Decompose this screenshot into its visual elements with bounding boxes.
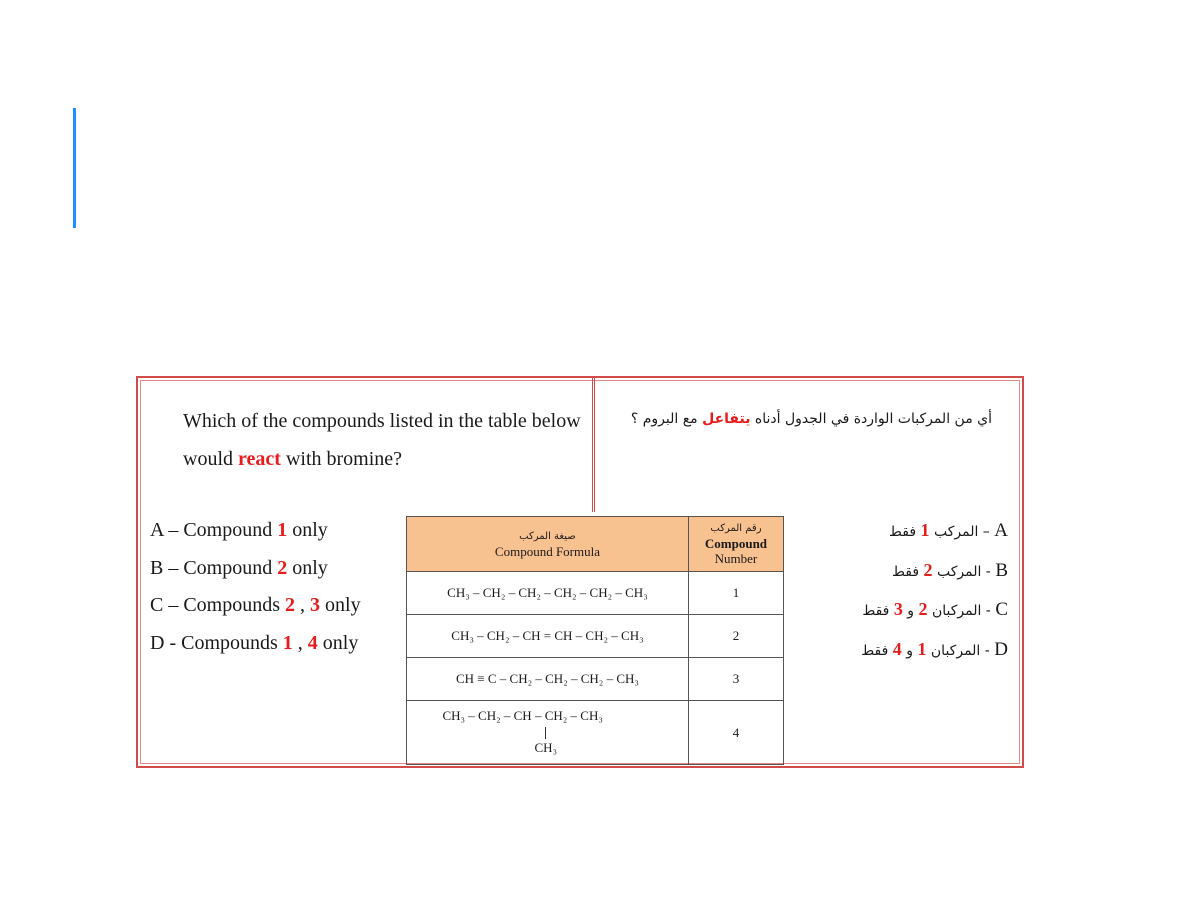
branch-bond: [545, 727, 546, 739]
question-highlight-ar: يتفاعل: [702, 411, 751, 427]
table-row: [407, 572, 784, 615]
table-row: [407, 701, 784, 765]
formula-cell: CH ≡ C – CH₂ – CH₂ – CH₂ – CH₃: [407, 658, 689, 701]
column-divider: [592, 376, 595, 512]
choice-a-ar[interactable]: A – المركب 1 فقط: [889, 520, 1008, 541]
compounds-table: [406, 516, 784, 765]
number-cell: 3: [688, 658, 783, 701]
number-cell: 2: [688, 615, 783, 658]
choice-d-ar[interactable]: D - المركبان 1 و 4 فقط: [861, 638, 1008, 660]
choices-english: [150, 512, 400, 662]
number-header: رقم المركب Compound Number: [688, 517, 783, 572]
table-header-row: [407, 517, 784, 572]
accent-bar: [73, 108, 76, 228]
formula-cell: CH₃ – CH₂ – CH₂ – CH₂ – CH₂ – CH₃: [407, 572, 689, 615]
branched-formula: CH₃ – CH₂ – CH – CH₂ – CH₃ CH₃: [442, 707, 603, 755]
table-row: [407, 658, 784, 701]
number-cell: 4: [688, 701, 783, 765]
formula-cell: CH₃ – CH₂ – CH = CH – CH₂ – CH₃: [407, 615, 689, 658]
choice-c-en[interactable]: C – Compounds 2 , 3 only: [150, 594, 361, 616]
choice-b-en[interactable]: B – Compound 2 only: [150, 556, 328, 579]
number-cell: 1: [688, 572, 783, 615]
choice-a-en[interactable]: A – Compound 1 only: [150, 519, 328, 541]
choice-c-ar[interactable]: C - المركبان 2 و 3 فقط: [862, 599, 1008, 620]
choice-d-en[interactable]: D - Compounds 1 , 4 only: [150, 631, 359, 654]
formula-header: صيغة المركب Compound Formula: [407, 517, 689, 572]
choices-arabic: [820, 512, 1008, 670]
question-arabic: أي من المركبات الواردة في الجدول أدناه يتفاعل مع البروم ؟: [630, 411, 992, 427]
question-english: Which of the compounds listed in the table below would react with bromine?: [183, 410, 581, 470]
question-highlight-en: react: [238, 448, 281, 470]
table-row: [407, 615, 784, 658]
formula-cell: [407, 701, 689, 765]
choice-b-ar[interactable]: B - المركب 2 فقط: [892, 559, 1008, 581]
